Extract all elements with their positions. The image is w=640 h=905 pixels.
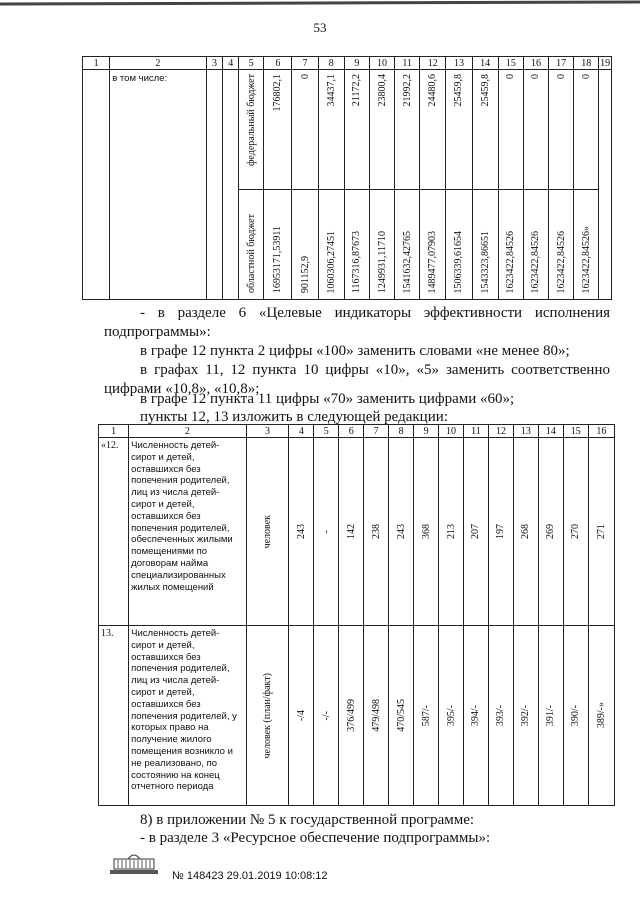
value: 0	[505, 74, 517, 79]
table-cell	[563, 438, 588, 626]
table-cell	[420, 190, 446, 300]
row-number: 13.	[99, 626, 129, 806]
value: 470/545	[395, 699, 407, 732]
header-cell: 1	[83, 57, 110, 70]
table-header-row	[99, 425, 615, 438]
value: 368	[420, 524, 432, 539]
header-cell: 7	[292, 57, 318, 70]
value: 1167316,87673	[351, 230, 363, 293]
table-cell	[344, 70, 369, 190]
paragraph-indicators	[104, 304, 610, 342]
value: 1249931,11710	[376, 230, 388, 293]
table-cell	[549, 190, 574, 300]
header-cell: 9	[344, 57, 369, 70]
header-cell: 11	[464, 425, 489, 438]
table-cell	[414, 438, 439, 626]
value: -/-	[320, 710, 332, 721]
paragraph-text: в графе 12 пункта 2 цифры «100» заменить словами «не менее 80»;	[140, 343, 570, 359]
value: 391/-	[545, 704, 557, 727]
header-cell: 12	[420, 57, 446, 70]
table-cell	[318, 190, 344, 300]
paragraph-appendix5	[104, 811, 610, 830]
budget-label: федеральный бюджет	[245, 74, 257, 167]
table-cell	[339, 626, 364, 806]
table-cell	[563, 626, 588, 806]
building-stamp-icon	[108, 850, 160, 876]
value: 16953171,53911	[272, 225, 284, 293]
paragraph-text: пункты 12, 13 изложить в следующей редакции:	[140, 409, 448, 425]
value: 1623422,84526	[505, 230, 517, 293]
table-cell	[464, 438, 489, 626]
header-cell: 8	[389, 425, 414, 438]
header-cell: 9	[414, 425, 439, 438]
header-cell: 6	[264, 57, 292, 70]
table-cell	[472, 70, 498, 190]
table-cell	[523, 70, 548, 190]
header-cell: 10	[369, 57, 394, 70]
table-cell	[464, 626, 489, 806]
header-cell: 15	[563, 425, 588, 438]
header-cell: 8	[318, 57, 344, 70]
value: 901152,9	[299, 255, 311, 293]
header-cell: 2	[129, 425, 247, 438]
table-cell	[389, 626, 414, 806]
table-row	[99, 626, 615, 806]
page-number: 53	[313, 20, 327, 35]
table-row	[83, 70, 612, 190]
value: 176802,1	[272, 74, 284, 112]
value: 25459,8	[453, 74, 465, 107]
table-cell	[446, 190, 472, 300]
header-cell: 17	[549, 57, 574, 70]
table-cell	[264, 190, 292, 300]
value: 269	[545, 524, 557, 539]
table-cell	[389, 438, 414, 626]
value: 197	[495, 524, 507, 539]
paragraph-graph12-p11	[104, 390, 610, 409]
header-cell: 2	[110, 57, 206, 70]
table-cell	[369, 190, 394, 300]
budget-label: областной бюджет	[245, 213, 257, 293]
value: 25459,8	[479, 74, 491, 107]
table-cell	[574, 190, 599, 300]
table-cell	[549, 70, 574, 190]
value: 243	[295, 524, 307, 539]
table-cell	[395, 70, 420, 190]
paragraph-text: в графе 12 пункта 11 цифры «70» заменить цифрами «60»;	[140, 391, 515, 407]
table-cell	[498, 190, 523, 300]
value: 268	[520, 524, 532, 539]
header-cell: 14	[472, 57, 498, 70]
table-cell	[364, 438, 389, 626]
value: 0	[580, 74, 592, 79]
value: 238	[370, 524, 382, 539]
header-cell: 1	[99, 425, 129, 438]
indicator-name: Численность детей-сирот и детей, оставшихся без попечения родителей, лиц из числа детей-сирот и детей, оставшихся без попечения родителей, обеспеченных жилыми помещениями по договорам найма специализированных жилых помещений	[129, 438, 247, 626]
value: 0	[299, 74, 311, 79]
unit: человек	[262, 514, 274, 549]
value: 24480,6	[427, 74, 439, 107]
document-number: № 148423 29.01.2019 10:08:12	[172, 870, 328, 882]
value: 213	[445, 524, 457, 539]
value: 1623422,84526	[530, 230, 542, 293]
table-cell	[488, 626, 513, 806]
header-cell: 11	[395, 57, 420, 70]
unit: человек (план/факт)	[262, 672, 274, 759]
table-cell	[292, 70, 318, 190]
table-cell	[588, 438, 614, 626]
table-cell	[344, 190, 369, 300]
value: 394/-	[470, 704, 482, 727]
table-cell	[538, 626, 563, 806]
table-cell	[588, 626, 614, 806]
header-cell: 3	[246, 425, 289, 438]
paragraph-text: в графах 11, 12 пункта 10 цифры «10», «5» заменить соответственно цифрами «10,8», «10,8»;	[104, 362, 610, 397]
value: 23800,4	[376, 74, 388, 107]
table-cell	[395, 190, 420, 300]
table-cell	[472, 190, 498, 300]
value: 1060306,27451	[325, 230, 337, 293]
value: 21992,2	[401, 74, 413, 107]
value: 270	[570, 524, 582, 539]
value: 21172,2	[351, 74, 363, 107]
scan-top-edge	[0, 0, 640, 8]
header-cell: 6	[339, 425, 364, 438]
table-cell	[513, 626, 538, 806]
header-cell: 16	[523, 57, 548, 70]
paragraph-text: - в разделе 6 «Целевые индикаторы эффективности исполнения подпрограммы»:	[104, 305, 610, 340]
table-cell	[264, 70, 292, 190]
indicators-table	[98, 424, 615, 806]
value: 0	[530, 74, 542, 79]
value: 1506339,61654	[453, 230, 465, 293]
value: 1543323,86651	[479, 230, 491, 293]
header-cell: 13	[513, 425, 538, 438]
paragraph-text: 8) в приложении № 5 к государственной программе:	[140, 812, 475, 828]
header-cell: 4	[289, 425, 314, 438]
value: 207	[470, 524, 482, 539]
table-header-row	[83, 57, 612, 70]
value: 243	[395, 524, 407, 539]
table-cell	[523, 190, 548, 300]
budget-label-cell	[239, 70, 264, 190]
indicator-name: Численность детей-сирот и детей, оставшихся без попечения родителей, лиц из числа детей-сирот и детей, оставшихся без попечения родителей, у которых право на получение жилого помещения возникло и не реализовано, по состоянию на конец отчетного периода	[129, 626, 247, 806]
table-cell	[439, 438, 464, 626]
table-cell	[420, 70, 446, 190]
table-cell	[574, 70, 599, 190]
unit-cell	[246, 626, 289, 806]
table-cell	[364, 626, 389, 806]
table-cell	[289, 626, 314, 806]
header-cell: 14	[538, 425, 563, 438]
header-cell: 13	[446, 57, 472, 70]
table-cell	[498, 70, 523, 190]
value: 1489477,07903	[427, 230, 439, 293]
budget-label-cell	[239, 190, 264, 300]
header-cell: 19	[600, 57, 611, 69]
paragraph-text: - в разделе 3 «Ресурсное обеспечение подпрограммы»:	[140, 830, 491, 846]
table-cell	[289, 438, 314, 626]
value: 1541632,42765	[401, 230, 413, 293]
row-label: в том числе:	[110, 70, 206, 300]
header-cell: 4	[223, 57, 239, 70]
table-cell	[292, 190, 318, 300]
table-cell	[446, 70, 472, 190]
value: 271	[595, 524, 607, 539]
budget-table	[82, 56, 612, 300]
table-cell	[488, 438, 513, 626]
unit-cell	[246, 438, 289, 626]
row-number: «12.	[99, 438, 129, 626]
value: -	[320, 529, 332, 534]
table-cell	[318, 70, 344, 190]
value: 0	[555, 74, 567, 79]
paragraph-section3	[104, 829, 610, 848]
value: 392/-	[520, 704, 532, 727]
header-cell: 3	[206, 57, 223, 70]
value: 376/499	[345, 699, 357, 732]
value: 34437,1	[325, 74, 337, 107]
paragraph-graph12-p2	[104, 342, 610, 361]
header-cell: 7	[364, 425, 389, 438]
table-cell	[314, 438, 339, 626]
table-cell	[339, 438, 364, 626]
value: 395/-	[445, 704, 457, 727]
table-row	[99, 438, 615, 626]
value: -/4	[295, 709, 307, 722]
header-cell: 10	[439, 425, 464, 438]
value: 1623422,84526»	[580, 225, 592, 293]
value: 389/-»	[595, 702, 607, 729]
header-cell: 5	[314, 425, 339, 438]
table-cell	[314, 626, 339, 806]
value: 1623422,84526	[555, 230, 567, 293]
header-cell: 16	[588, 425, 614, 438]
header-cell: 12	[488, 425, 513, 438]
value: 587/-	[420, 704, 432, 727]
table-cell	[439, 626, 464, 806]
value: 479/498	[370, 699, 382, 732]
value: 393/-	[495, 704, 507, 727]
table-cell	[513, 438, 538, 626]
value: 390/-	[570, 704, 582, 727]
table-cell	[369, 70, 394, 190]
header-cell: 15	[498, 57, 523, 70]
table-cell	[414, 626, 439, 806]
header-cell: 18	[574, 57, 599, 70]
table-cell	[538, 438, 563, 626]
value: 142	[345, 524, 357, 539]
header-cell: 5	[239, 57, 264, 70]
